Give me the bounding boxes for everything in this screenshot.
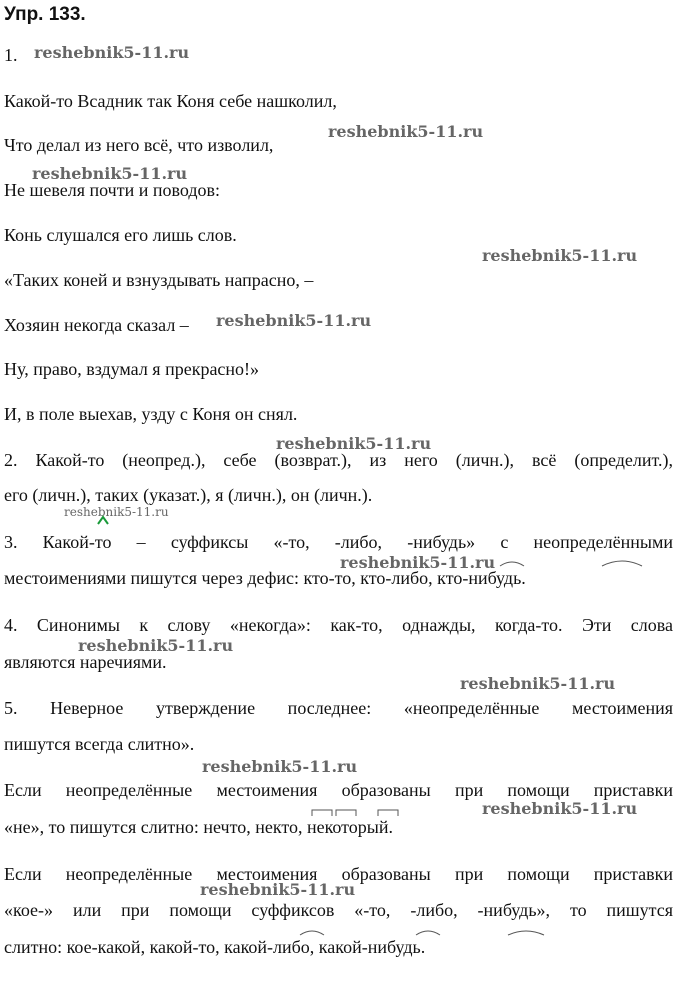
answer-5-line-1: 5. Неверное утверждение последнее: «неопределённые местоимения [4, 698, 673, 718]
poem-line-8: И, в поле выехав, узду с Коня он снял. [4, 404, 298, 424]
answer-2-line-1: 2. Какой-то (неопред.), себе (возврат.), из него (личн.), всё (определит.), [4, 450, 673, 470]
watermark: reshebnik5-11.ru [34, 43, 190, 62]
watermark: reshebnik5-11.ru [482, 799, 638, 818]
note-suffix-line-2: «кое-» или при помощи суффиксов «-то, -либо, -нибудь», то пишутся [4, 900, 673, 920]
exercise-title: Упр. 133. [4, 4, 86, 25]
answer-5-line-2: пишутся всегда слитно». [4, 734, 195, 754]
watermark: reshebnik5-11.ru [460, 674, 616, 693]
poem-line-1: Какой-то Всадник так Коня себе нашколил, [4, 91, 337, 111]
poem-line-2: Что делал из него всё, что изволил, [4, 135, 274, 155]
item-number-1: 1. [4, 45, 18, 65]
prefix-mark [378, 810, 398, 816]
watermark: reshebnik5-11.ru [216, 311, 372, 330]
watermark: reshebnik5-11.ru [78, 636, 234, 655]
answer-4-line-2: являются наречиями. [4, 652, 167, 672]
poem-line-3: Не шевеля почти и поводов: [4, 180, 220, 200]
watermark: reshebnik5-11.ru [340, 553, 496, 572]
poem-line-4: Конь слушался его лишь слов. [4, 225, 237, 245]
answer-4-line-1: 4. Синонимы к слову «некогда»: как-то, однажды, когда-то. Эти слова [4, 615, 673, 635]
suffix-mark [602, 561, 642, 566]
poem-line-6: Хозяин некогда сказал – [4, 315, 189, 335]
answer-3-line-1: 3. Какой-то – суффиксы «-то, -либо, -нибудь» с неопределёнными [4, 532, 673, 552]
poem-line-5: «Таких коней и взнуздывать напрасно, – [4, 270, 314, 290]
prefix-mark [336, 810, 356, 816]
suffix-mark [508, 931, 544, 935]
note-suffix-line-3: слитно: кое-какой, какой-то, какой-либо, какой-нибудь. [4, 937, 426, 957]
note-prefix-line-1: Если неопределённые местоимения образованы при помощи приставки [4, 780, 673, 800]
watermark: reshebnik5-11.ru [482, 246, 638, 265]
watermark: reshebnik5-11.ru [64, 505, 169, 519]
answer-3-line-2: местоимениями пишутся через дефис: кто-то, кто-либо, кто-нибудь. [4, 568, 526, 588]
suffix-mark [500, 562, 524, 566]
answer-2-line-2: его (личн.), таких (указат.), я (личн.), он (личн.). [4, 485, 373, 505]
suffix-mark [300, 931, 324, 935]
watermark: reshebnik5-11.ru [202, 757, 358, 776]
suffix-mark [98, 517, 108, 524]
watermark: reshebnik5-11.ru [200, 880, 356, 899]
suffix-mark [416, 931, 440, 935]
watermark: reshebnik5-11.ru [276, 434, 432, 453]
watermark: reshebnik5-11.ru [32, 164, 188, 183]
prefix-mark [312, 810, 332, 816]
poem-line-7: Ну, право, вздумал я прекрасно!» [4, 359, 260, 379]
watermark: reshebnik5-11.ru [328, 122, 484, 141]
note-prefix-line-2: «не», то пишутся слитно: нечто, некто, некоторый. [4, 817, 394, 837]
note-suffix-line-1: Если неопределённые местоимения образованы при помощи приставки [4, 864, 673, 884]
